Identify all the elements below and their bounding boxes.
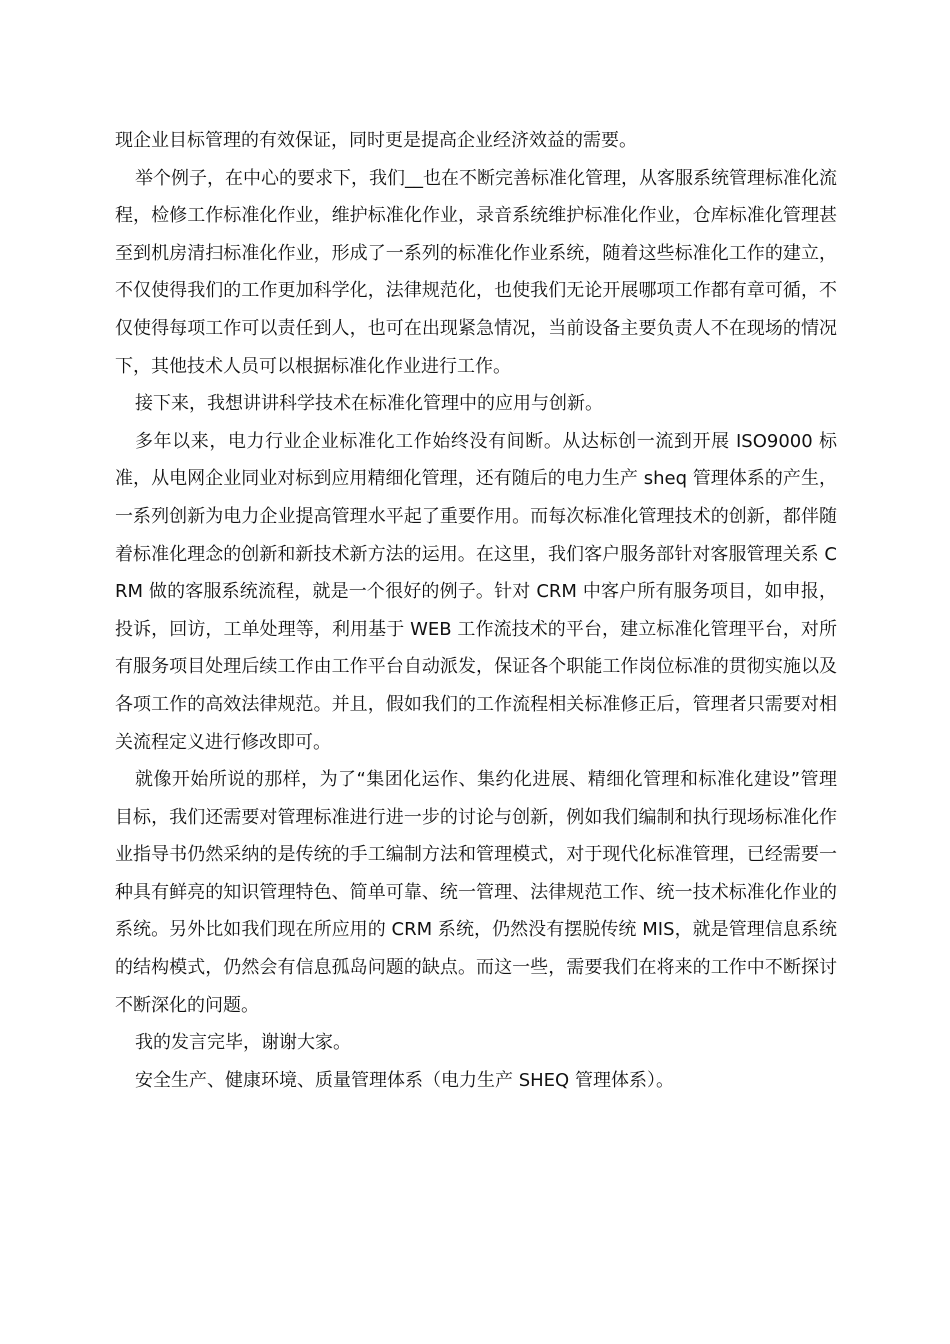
- paragraph-innovation: 多年以来，电力行业企业标准化工作始终没有间断。从达标创一流到开展 ISO9000 标准，从电网企业同业对标到应用精细化管理，还有随后的电力生产 sheq 管理体系的产生，一系列创新为电力企业提高管理水平起了重要作用。而每次标准化管理技术的创新，都伴随着标准化理念的创新和新技术新方法的运用。在这里，我们客户服务部针对客服管理关系 CRM 做的客服系统流程，就是一个很好的例子。针对 CRM 中客户所有服务项目，如申报，投诉，回访，工单处理等，利用基于 WEB 工作流技术的平台，建立标准化管理平台，对所有服务项目处理后续工作由工作平台自动派发，保证各个职能工作岗位标准的贯彻实施以及各项工作的高效法律规范。并且，假如我们的工作流程相关标准修正后，管理者只需要对相关流程定义进行修改即可。: [115, 430, 837, 753]
- document-body: [115, 122, 837, 1099]
- paragraph-footnote: 安全生产、健康环境、质量管理体系（电力生产 SHEQ 管理体系）。: [135, 1069, 674, 1091]
- paragraph-continuation: 现企业目标管理的有效保证，同时更是提高企业经济效益的需要。: [115, 130, 637, 151]
- paragraph-example: 举个例子，在中心的要求下，我们__也在不断完善标准化管理，从客服系统管理标准化流程，检修工作标准化作业，维护标准化作业，录音系统维护标准化作业，仓库标准化管理甚至到机房清扫标准化作业，形成了一系列的标准化作业系统，随着这些标准化工作的建立，不仅使得我们的工作更加科学化，法律规范化，也使我们无论开展哪项工作都有章可循，不仅使得每项工作可以责任到人，也可在出现紧急情况，当前设备主要负责人不在现场的情况下，其他技术人员可以根据标准化作业进行工作。: [115, 167, 837, 377]
- paragraph-transition: 接下来，我想讲讲科学技术在标准化管理中的应用与创新。: [135, 393, 603, 415]
- paragraph-goals: 就像开始所说的那样，为了“集团化运作、集约化进展、精细化管理和标准化建设”管理目标，我们还需要对管理标准进行进一步的讨论与创新，例如我们编制和执行现场标准化作业指导书仍然采纳的是传统的手工编制方法和管理模式，对于现代化标准管理，已经需要一种具有鲜亮的知识管理特色、简单可靠、统一管理、法律规范工作、统一技术标准化作业的系统。另外比如我们现在所应用的 CRM 系统，仍然没有摆脱传统 MIS，就是管理信息系统的结构模式，仍然会有信息孤岛问题的缺点。而这一些，需要我们在将来的工作中不断探讨不断深化的问题。: [115, 769, 837, 1016]
- paragraph-closing: 我的发言完毕，谢谢大家。: [135, 1032, 351, 1054]
